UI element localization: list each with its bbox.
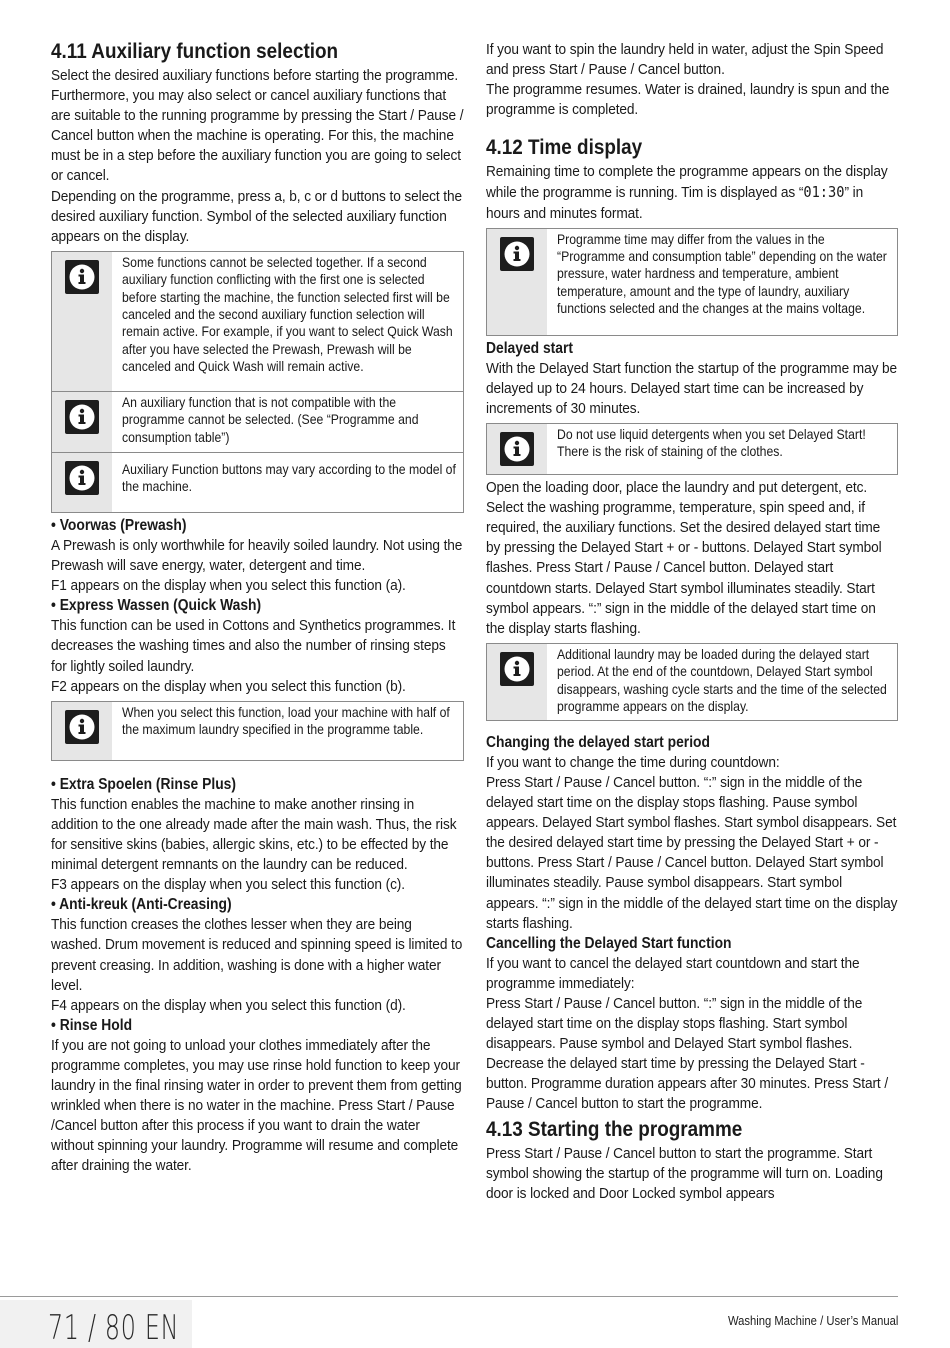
paragraph: If you want to change the time during countdown:	[486, 753, 780, 771]
info-note-box	[486, 423, 898, 475]
info-note	[52, 702, 463, 760]
section-title-4-12: 4.12 Time display	[486, 136, 643, 160]
function-title-anti-creasing: • Anti-kreuk (Anti-Creasing)	[51, 896, 232, 914]
section-title-4-13: 4.13 Starting the programme	[486, 1117, 743, 1141]
info-note-text: Auxiliary Function buttons may vary according to the model of the machine.	[122, 461, 456, 495]
info-note-box	[51, 251, 464, 513]
info-note-box	[486, 643, 898, 721]
footer-divider	[0, 1296, 898, 1297]
function-title-rinse-plus: • Extra Spoelen (Rinse Plus)	[51, 775, 236, 793]
info-note-text: Do not use liquid detergents when you set Delayed Start! There is the risk of staining of the clothes.	[557, 427, 866, 460]
info-note	[52, 452, 463, 512]
paragraph: Select the desired auxiliary functions before starting the programme. Furthermore, you may also select or cancel auxiliary functions that are suitable to the running programme by pressing the Start / Pause / Cancel button when the machine is operating. For this, the machine must be in a step before the auxiliary function you are going to select or cancel.	[51, 67, 464, 185]
paragraph: If you want to cancel the delayed start countdown and start the programme immediately:	[486, 954, 860, 992]
function-title-prewash: • Voorwas (Prewash)	[51, 516, 187, 534]
paragraph: The programme resumes. Water is drained, laundry is spun and the programme is completed.	[486, 81, 890, 119]
info-note	[487, 644, 897, 720]
right-column	[486, 40, 898, 1204]
info-icon	[500, 237, 534, 271]
paragraph: F2 appears on the display when you select this function (b).	[51, 677, 406, 695]
info-icon	[65, 260, 99, 294]
paragraph: If you want to spin the laundry held in water, adjust the Spin Speed and press Start / Pause / Cancel button.	[486, 41, 884, 79]
info-note-text: When you select this function, load your machine with half of the maximum laundry specified in the programme table.	[122, 704, 450, 738]
subheading-delayed-start: Delayed start	[486, 339, 574, 357]
paragraph: This function enables the machine to make another rinsing in addition to the one already made after the main wash. Thus, the risk for sensitive skins (babies, allergic skins, etc.) to be effected by the minimal detergent remnants on the laundry can be reduced.	[51, 795, 457, 874]
subheading-changing-delayed-start: Changing the delayed start period	[486, 733, 710, 751]
paragraph-text: ” in hours and minutes format.	[486, 184, 864, 222]
section-title-4-11: 4.11 Auxiliary function selection	[51, 40, 339, 63]
paragraph: F1 appears on the display when you select this function (a).	[51, 577, 406, 595]
paragraph: Open the loading door, place the laundry and put detergent, etc. Select the washing programme, temperature, spin speed and, if required, the auxiliary functions. Set the desired delayed start time by pressing the Delayed Start + or - buttons. Delayed Start symbol flashes. Press Start / Pause / Cancel button. Delayed start countdown starts. Delayed Start symbol illuminates steadily. Start symbol appears. “:” sign in the middle of the delayed start time on the display starts flashing.	[486, 479, 882, 637]
info-icon	[500, 652, 534, 686]
info-note-text: Programme time may differ from the values in the “Programme and consumption table” depending on the water pressure, water hardness and temperature, ambient temperature, amount and the type of laundry, auxiliary functions selected and the changes at the mains voltage.	[557, 231, 887, 317]
paragraph: F4 appears on the display when you select this function (d).	[51, 996, 406, 1014]
paragraph: Press Start / Pause / Cancel button to start the programme. Start symbol showing the startup of the programme will turn on. Loading door is locked and Door Locked symbol appears	[486, 1144, 883, 1202]
info-note-box	[486, 228, 898, 336]
paragraph: If you are not going to unload your clothes immediately after the programme completes, you may use rinse hold function to keep your laundry in the final rinsing water in order to prevent them from getting wrinkled when there is no water in the machine. Press Start / Pause /Cancel button after this process if you want to drain the water without spinning your laundry. Programme will resume and complete after draining the water.	[51, 1036, 462, 1175]
info-icon	[65, 400, 99, 434]
info-note	[52, 391, 463, 452]
paragraph: With the Delayed Start function the startup of the programme may be delayed up to 24 hours. Delayed start time can be increased by increments of 30 minutes.	[486, 359, 898, 417]
function-title-rinse-hold: • Rinse Hold	[51, 1016, 133, 1034]
info-note-text: An auxiliary function that is not compatible with the programme cannot be selected. (See “Programme and consumption table”)	[122, 394, 419, 445]
paragraph: This function can be used in Cottons and Synthetics programmes. It decreases the washing times and also the number of rinsing steps for lightly soiled laundry.	[51, 617, 456, 675]
paragraph: Press Start / Pause / Cancel button. “:” sign in the middle of the delayed start time on the display stops flashing. Start symbol disappears. Pause symbol and Delayed Start symbol flashes. Decrease the delayed start time by pressing the Delayed Start - button. Programme duration appears after 30 minutes. Press Start / Pause / Cancel button to start the programme.	[486, 995, 889, 1113]
paragraph	[486, 162, 898, 223]
info-note	[487, 229, 897, 335]
info-note-box	[51, 701, 464, 761]
page-number: 71 / 80 EN	[48, 1308, 180, 1348]
paragraph: A Prewash is only worthwhile for heavily soiled laundry. Not using the Prewash will save energy, water, detergent and time.	[51, 536, 463, 575]
subheading-cancelling-delayed-start: Cancelling the Delayed Start function	[486, 934, 732, 952]
paragraph: Press Start / Pause / Cancel button. “:” sign in the middle of the delayed start time on the display stops flashing. Pause symbol appears. Delayed Start symbol flashes. Start symbol disappears. Set the desired delayed start time by pressing the Delayed Start + or - buttons. Press Start / Pause / Cancel button. Delayed Start symbol illuminates steadily. Pause symbol disappears. Start symbol appears. “:” sign in the middle of the delayed start time on the display starts flashing.	[486, 773, 898, 932]
info-icon	[500, 432, 534, 466]
left-column	[51, 40, 464, 1177]
info-note-text: Additional laundry may be loaded during the delayed start period. At the end of the countdown, Delayed Start symbol disappears, washing cycle starts and the time of the selected programme appears on the display.	[557, 646, 887, 714]
info-note-text: Some functions cannot be selected together. If a second auxiliary function conflicting with the first one is selected before starting the machine, the function selected first will be canceled and the second auxiliary function selection will remain active. For example, if you want to select Quick Wash after you have selected the Prewash, Prewash will be canceled and Quick Wash will remain active.	[122, 254, 453, 375]
info-icon	[65, 710, 99, 744]
paragraph: F3 appears on the display when you select this function (c).	[51, 876, 405, 894]
paragraph: Depending on the programme, press a, b, c or d buttons to select the desired auxiliary function. Symbol of the selected auxiliary function appears on the display.	[51, 187, 463, 245]
info-icon	[65, 461, 99, 495]
info-note	[52, 252, 463, 391]
paragraph: This function creases the clothes lesser when they are being washed. Drum movement is reduced and spinning speed is limited to prevent creasing. In addition, washing is done with a higher water level.	[51, 916, 463, 994]
manual-title: Washing Machine / User’s Manual	[727, 1314, 898, 1328]
paragraph-text: Remaining time to complete the programme appears on the display while the programme is running. Tim is displayed as “	[486, 163, 888, 202]
time-display-example: 01:30	[803, 183, 845, 202]
function-title-quick-wash: • Express Wassen (Quick Wash)	[51, 597, 262, 615]
info-note	[487, 424, 897, 474]
